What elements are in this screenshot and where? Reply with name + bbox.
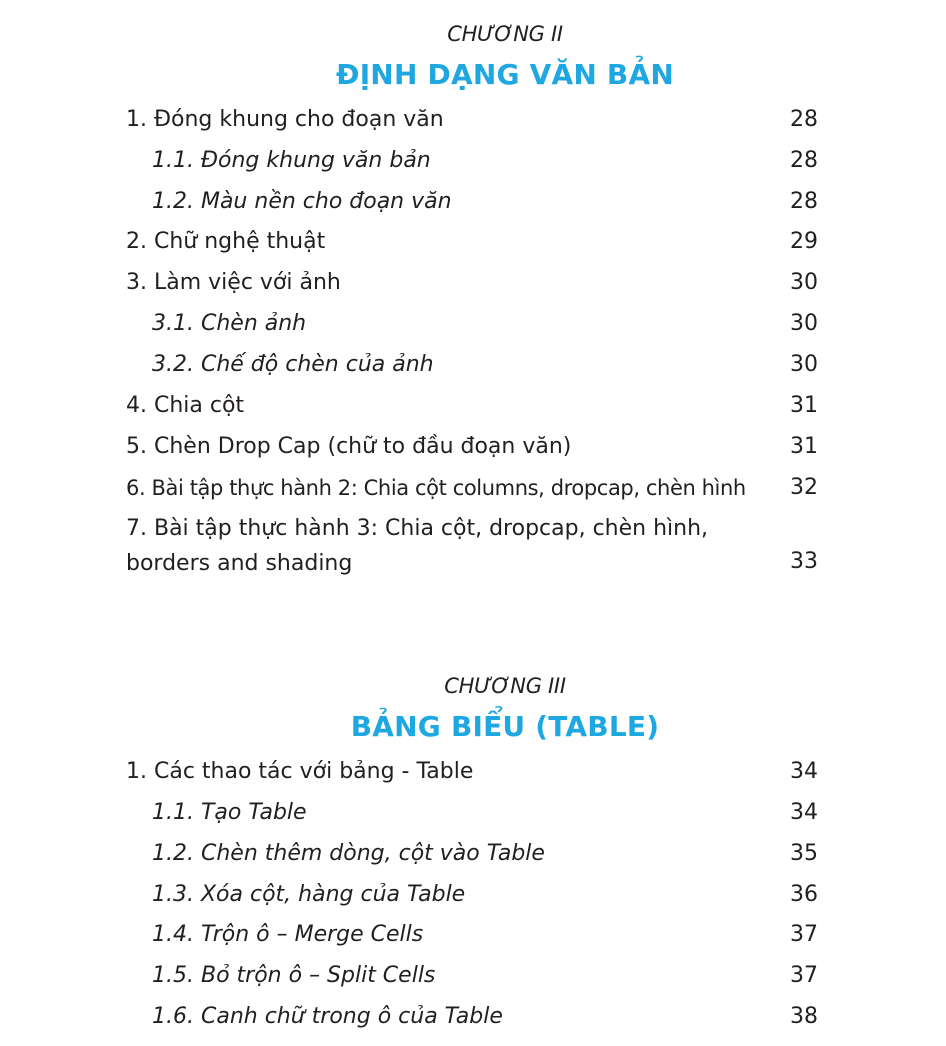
toc-subentry[interactable] [0,839,946,869]
chapter-label: CHƯƠNG II [447,22,563,46]
toc-entry-text: 1.1. Đóng khung văn bản [152,148,431,173]
toc-entry-text: 3.2. Chế độ chèn của ảnh [152,352,434,377]
toc-entry-text: 1.2. Chèn thêm dòng, cột vào Table [152,841,545,866]
toc-subentry[interactable] [0,798,946,828]
toc-entry-text: 1. Đóng khung cho đoạn văn [126,107,444,132]
chapter-label: CHƯƠNG III [444,674,566,698]
toc-entry-text: 1.6. Canh chữ trong ô của Table [152,1004,503,1029]
toc-entry-page: 35 [790,841,818,866]
toc-entry[interactable] [0,757,946,787]
chapter-title: ĐỊNH DẠNG VĂN BẢN [336,58,674,91]
toc-entry-text: 5. Chèn Drop Cap (chữ to đầu đoạn văn) [126,434,572,459]
toc-entry-text: 1.5. Bỏ trộn ô – Split Cells [152,963,436,988]
toc-entry-page: 28 [790,189,818,214]
toc-entry-text: 4. Chia cột [126,393,245,418]
toc-entry-text: 1.3. Xóa cột, hàng của Table [152,882,466,907]
toc-entry[interactable] [0,391,946,421]
toc-entry-page: 30 [790,352,818,377]
toc-entry[interactable] [0,473,946,503]
toc-subentry[interactable] [0,309,946,339]
toc-entry-page: 34 [790,759,818,784]
toc-entry-text: 1.2. Màu nền cho đoạn văn [152,189,452,214]
toc-subentry[interactable] [0,961,946,991]
toc-entry-page: 36 [790,882,818,907]
toc-entry[interactable] [0,227,946,257]
toc-entry-page: 33 [790,549,818,574]
toc-entry-text: 1.4. Trộn ô – Merge Cells [152,922,424,947]
toc-entry-page: 29 [790,229,818,254]
toc-entry[interactable] [0,268,946,298]
toc-entry-page: 30 [790,270,818,295]
toc-entry-page: 31 [790,393,818,418]
toc-subentry[interactable] [0,350,946,380]
toc-subentry[interactable] [0,880,946,910]
toc-entry-page: 34 [790,800,818,825]
toc-entry-page: 37 [790,963,818,988]
toc-entry-text: 3.1. Chèn ảnh [152,311,307,336]
toc-entry-text: 1.1. Tạo Table [152,800,307,825]
toc-entry-text: 6. Bài tập thực hành 2: Chia cột columns, dropcap, chèn hình [126,476,746,500]
toc-entry[interactable] [0,105,946,135]
chapter-title: BẢNG BIỂU (TABLE) [350,710,660,743]
toc-entry-text: 2. Chữ nghệ thuật [126,229,326,254]
toc-entry[interactable] [0,432,946,462]
toc-subentry[interactable] [0,1002,946,1032]
toc-subentry[interactable] [0,146,946,176]
toc-entry[interactable] [0,514,946,582]
toc-subentry[interactable] [0,920,946,950]
toc-entry-text: 7. Bài tập thực hành 3: Chia cột, dropcap, chèn hình, borders and shading [126,516,709,576]
toc-entry-text: 3. Làm việc với ảnh [126,270,341,295]
toc-entry-page: 31 [790,434,818,459]
toc-entry-page: 28 [790,107,818,132]
toc-entry-page: 32 [790,475,818,500]
toc-entry-page: 30 [790,311,818,336]
toc-entry-page: 28 [790,148,818,173]
toc-subentry[interactable] [0,187,946,217]
toc-entry-page: 37 [790,922,818,947]
toc-entry-page: 38 [790,1004,818,1029]
toc-entry-text: 1. Các thao tác với bảng - Table [126,759,474,784]
